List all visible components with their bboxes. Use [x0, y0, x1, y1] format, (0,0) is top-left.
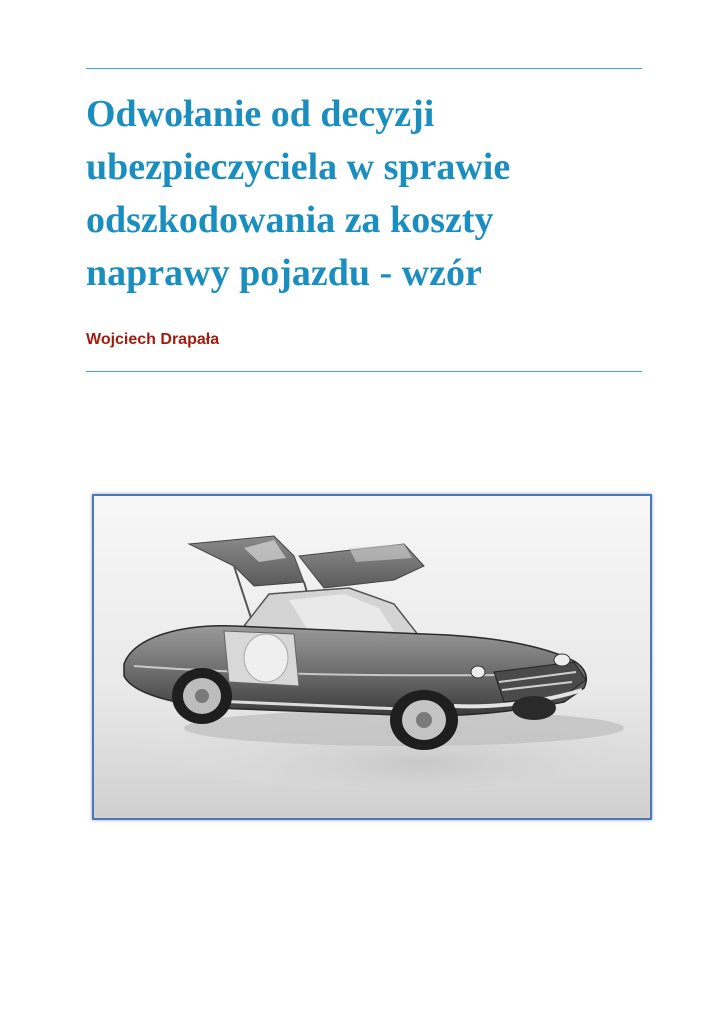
title-line-4: naprawy pojazdu - wzór	[86, 252, 482, 294]
vintage-car-photo-icon	[94, 496, 650, 818]
title-line-1: Odwołanie od decyzji	[86, 93, 435, 135]
bottom-rule	[86, 371, 642, 372]
document-title	[86, 88, 646, 300]
author-name: Wojciech Drapała	[86, 331, 220, 348]
wheel-front	[390, 690, 458, 750]
title-line-3: odszkodowania za koszty	[86, 199, 494, 241]
title-line-2: ubezpieczyciela w sprawie	[86, 146, 511, 188]
top-rule	[86, 68, 642, 69]
car-photo	[92, 494, 652, 820]
wheel-rear	[172, 668, 232, 724]
